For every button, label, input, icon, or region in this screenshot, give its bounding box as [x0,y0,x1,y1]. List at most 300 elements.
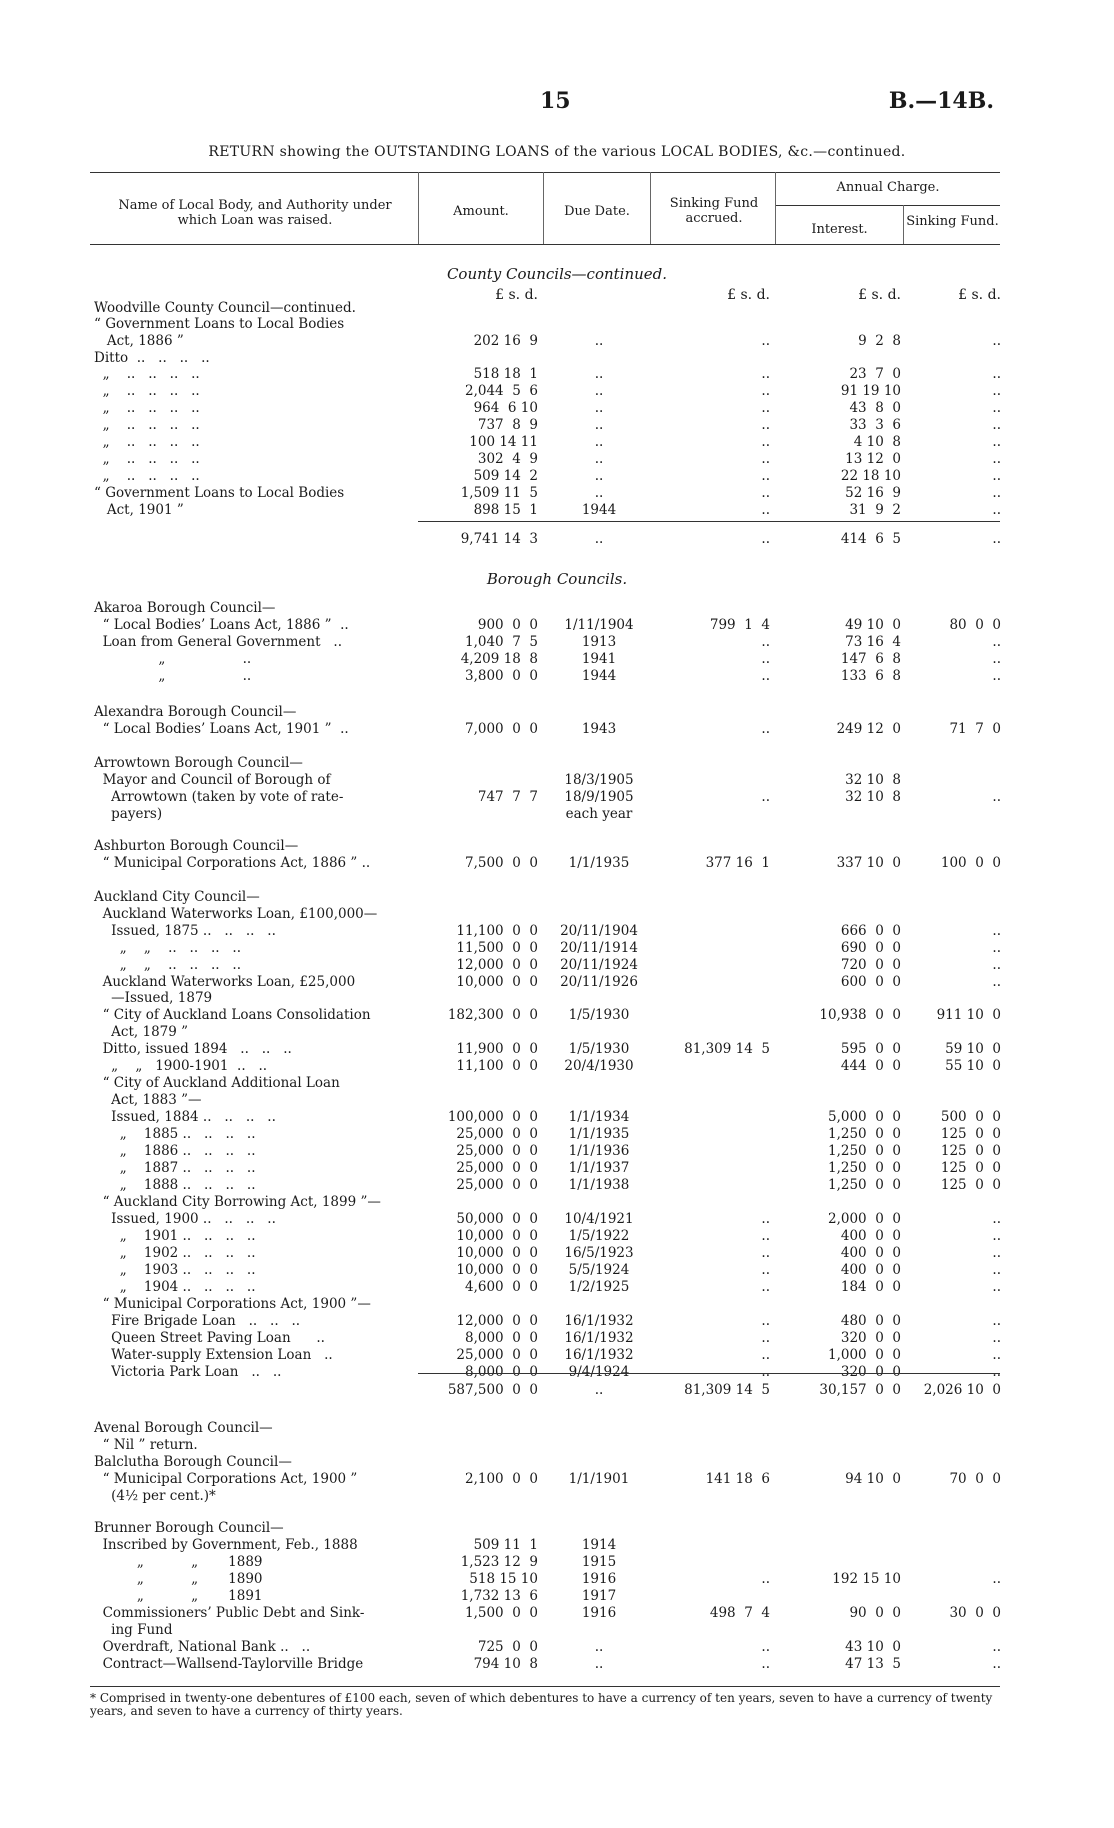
row-amount: 4,209 18 8 [460,651,538,667]
row-sinking-accrued: 81,309 14 5 [684,1041,770,1057]
row-amount: 509 14 2 [473,468,538,484]
footnote: * Comprised in twenty-one debentures of £100 each, seven of which debentures to have a currency of ten years, seven to have a currency of twenty years, and seven to have a currency of thirty years. [90,1691,993,1718]
row-amount: 3,800 0 0 [465,668,538,684]
row-due-date: .. [594,1382,604,1398]
row-sinking-accrued: .. [761,366,770,382]
col-divider-3 [650,172,651,244]
table-row [0,333,1114,350]
row-due-date: 16/1/1932 [564,1330,634,1346]
header-due-date: Due Date. [564,204,630,219]
table-row [0,1296,1114,1313]
row-amount: 7,000 0 0 [465,721,538,737]
table-row [0,634,1114,651]
row-amount: 518 18 1 [473,366,538,382]
table-row [0,468,1114,485]
row-label: “ Municipal Corporations Act, 1900 ” [94,1471,358,1487]
row-due-date: .. [594,366,604,382]
row-sinking-accrued: .. [761,1364,770,1380]
row-sinking-fund: .. [992,957,1001,973]
table-row [0,383,1114,400]
row-label: „ 1885 .. .. .. .. [94,1126,256,1142]
row-sinking-accrued: 377 16 1 [705,855,770,871]
row-amount: 737 8 9 [477,417,538,433]
header-sinking-accrued: Sinking Fund accrued. [669,196,759,226]
row-amount: 747 7 7 [477,789,538,805]
table-bottom-rule [90,1686,1000,1687]
row-due-date: 1/1/1901 [568,1471,630,1487]
row-sinking-accrued: .. [761,1211,770,1227]
row-sinking-fund: .. [992,417,1001,433]
row-sinking-fund: .. [992,366,1001,382]
row-amount: 12,000 0 0 [456,1313,538,1329]
row-interest: 400 0 0 [840,1228,901,1244]
row-sinking-fund: 30 0 0 [949,1605,1001,1621]
row-interest: 90 0 0 [849,1605,901,1621]
row-label: “ Auckland City Borrowing Act, 1899 ”— [94,1194,381,1210]
row-interest: 320 0 0 [840,1330,901,1346]
row-label: payers) [94,806,163,822]
header-name: Name of Local Body, and Authority under which Loan was raised. [118,198,392,228]
row-sinking-fund: .. [992,1245,1001,1261]
row-due-date: 1914 [581,1537,617,1553]
row-amount: 9,741 14 3 [460,531,538,547]
row-label: „ „ .. .. .. .. [94,957,242,973]
header-bottom-rule [90,244,1000,245]
row-label: Issued, 1884 .. .. .. .. [94,1109,276,1125]
row-due-date: .. [594,451,604,467]
row-label: „ 1887 .. .. .. .. [94,1160,256,1176]
table-row [0,600,1114,617]
row-sinking-fund: .. [992,1571,1001,1587]
row-interest: 400 0 0 [840,1245,901,1261]
row-label: Arrowtown (taken by vote of rate- [94,789,344,805]
row-label: „ .. .. .. .. [94,383,200,399]
row-sinking-fund: .. [992,1279,1001,1295]
row-due-date: 1/1/1935 [568,1126,630,1142]
total-rule-auckland [418,1373,1000,1374]
row-interest: 666 0 0 [840,923,901,939]
row-due-date: 16/1/1932 [564,1347,634,1363]
table-row [0,316,1114,333]
table-row [0,651,1114,668]
header-amount: Amount. [453,204,509,219]
row-sinking-fund: 125 0 0 [940,1143,1001,1159]
row-sinking-fund: .. [992,1347,1001,1363]
table-row [0,940,1114,957]
table-row [0,1109,1114,1126]
table-row [0,1194,1114,1211]
annual-charge-rule [775,205,1000,206]
row-sinking-fund: 125 0 0 [940,1177,1001,1193]
row-amount: 11,900 0 0 [456,1041,538,1057]
currency-sink: £ s. d. [727,287,770,303]
row-sinking-fund: 70 0 0 [949,1471,1001,1487]
row-interest: 10,938 0 0 [819,1007,901,1023]
row-due-date: 1913 [581,634,617,650]
row-label: “ Municipal Corporations Act, 1886 ” .. [94,855,371,871]
row-sinking-accrued: .. [761,1656,770,1672]
row-due-date: 1/11/1904 [564,617,634,633]
row-interest: 13 12 0 [845,451,901,467]
row-label: Act, 1901 ” [94,502,184,518]
table-row [0,889,1114,906]
row-interest: 147 6 8 [840,651,901,667]
col-divider-5 [903,205,904,244]
row-sinking-accrued: .. [761,1228,770,1244]
row-amount: 725 0 0 [477,1639,538,1655]
table-row [0,1313,1114,1330]
row-due-date: 1/1/1937 [568,1160,630,1176]
row-sinking-accrued: .. [761,434,770,450]
row-label: „ 1903 .. .. .. .. [94,1262,256,1278]
row-amount: 10,000 0 0 [456,1245,538,1261]
table-row [0,1588,1114,1605]
row-sinking-fund: .. [992,940,1001,956]
row-sinking-fund: .. [992,1262,1001,1278]
row-amount: 10,000 0 0 [456,1228,538,1244]
row-interest: 1,250 0 0 [828,1126,901,1142]
table-row [0,906,1114,923]
row-amount: 302 4 9 [477,451,538,467]
row-sinking-accrued: .. [761,417,770,433]
row-due-date: 20/11/1904 [560,923,638,939]
row-interest: 4 10 8 [853,434,901,450]
table-row [0,451,1114,468]
row-amount: 11,500 0 0 [456,940,538,956]
row-sinking-fund: .. [992,1656,1001,1672]
row-due-date: 1/5/1922 [568,1228,630,1244]
row-label: “ City of Auckland Loans Consolidation [94,1007,371,1023]
row-sinking-fund: .. [992,531,1001,547]
col-divider-2 [543,172,544,244]
row-label: Act, 1886 ” [94,333,184,349]
row-sinking-fund: 911 10 0 [936,1007,1001,1023]
row-due-date: .. [594,531,604,547]
row-label: „ „ 1891 [94,1588,263,1604]
table-row [0,923,1114,940]
row-sinking-accrued: 141 18 6 [705,1471,770,1487]
row-amount: 1,040 7 5 [465,634,538,650]
header-sinking-fund: Sinking Fund. [906,214,999,229]
table-row [0,502,1114,519]
row-sinking-fund: .. [992,634,1001,650]
row-interest: 414 6 5 [840,531,901,547]
row-amount: 25,000 0 0 [456,1160,538,1176]
table-row [0,617,1114,634]
row-amount: 25,000 0 0 [456,1126,538,1142]
table-row [0,1622,1114,1639]
row-amount: 100 14 11 [469,434,538,450]
row-sinking-fund: .. [992,468,1001,484]
row-label: Mayor and Council of Borough of [94,772,331,788]
row-due-date: .. [594,333,604,349]
row-label: „ „ 1900-1901 .. .. [94,1058,268,1074]
row-label: „ .. .. .. .. [94,417,200,433]
row-label: “ Government Loans to Local Bodies [94,485,345,501]
row-label: Alexandra Borough Council— [94,704,297,720]
row-sinking-fund: .. [992,789,1001,805]
row-due-date: 10/4/1921 [564,1211,634,1227]
row-due-date: .. [594,468,604,484]
row-sinking-fund: 125 0 0 [940,1160,1001,1176]
row-interest: 52 16 9 [845,485,901,501]
page-reference: B.—14B. [888,88,994,114]
row-interest: 32 10 8 [845,789,901,805]
row-due-date: 9/4/1924 [568,1364,630,1380]
row-sinking-accrued: .. [761,333,770,349]
row-due-date: 1944 [581,668,617,684]
row-sinking-accrued: 799 1 4 [709,617,770,633]
row-sinking-fund: .. [992,400,1001,416]
row-amount: 2,044 5 6 [465,383,538,399]
row-due-date: .. [594,417,604,433]
row-due-date: 20/11/1926 [560,974,638,990]
row-sinking-accrued: .. [761,400,770,416]
row-amount: 1,500 0 0 [465,1605,538,1621]
row-amount: 794 10 8 [473,1656,538,1672]
row-interest: 32 10 8 [845,772,901,788]
row-amount: 8,000 0 0 [465,1364,538,1380]
row-interest: 600 0 0 [840,974,901,990]
row-sinking-fund: .. [992,1639,1001,1655]
row-due-date: 1/1/1935 [568,855,630,871]
table-row [0,350,1114,367]
row-label: Act, 1883 ”— [94,1092,202,1108]
row-due-date: 20/11/1924 [560,957,638,973]
row-label: Akaroa Borough Council— [94,600,276,616]
row-sinking-accrued: .. [761,1313,770,1329]
row-sinking-fund: .. [992,1228,1001,1244]
table-row [0,417,1114,434]
table-row [0,1007,1114,1024]
row-interest: 1,250 0 0 [828,1143,901,1159]
row-label: „ „ 1890 [94,1571,263,1587]
document-title: RETURN showing the OUTSTANDING LOANS of the various LOCAL BODIES, &c.—continued. [208,144,906,160]
table-row [0,1656,1114,1673]
row-label: “ Nil ” return. [94,1437,198,1453]
table-row [0,789,1114,806]
row-interest: 1,250 0 0 [828,1160,901,1176]
row-interest: 5,000 0 0 [828,1109,901,1125]
row-label: Auckland City Council— [94,889,260,905]
row-label: „ 1902 .. .. .. .. [94,1245,256,1261]
table-row [0,434,1114,451]
row-due-date: .. [594,1656,604,1672]
row-interest: 33 3 6 [849,417,901,433]
table-row [0,1330,1114,1347]
row-amount: 509 11 1 [473,1537,538,1553]
row-sinking-accrued: 498 7 4 [709,1605,770,1621]
table-row [0,1347,1114,1364]
row-sinking-accrued: .. [761,468,770,484]
row-amount: 11,100 0 0 [456,1058,538,1074]
row-due-date: 1/1/1934 [568,1109,630,1125]
row-interest: 337 10 0 [836,855,901,871]
row-label: „ „ 1889 [94,1554,263,1570]
row-amount: 202 16 9 [473,333,538,349]
row-interest: 43 8 0 [849,400,901,416]
row-label: Overdraft, National Bank .. .. [94,1639,311,1655]
row-sinking-fund: .. [992,1313,1001,1329]
row-due-date: 1/1/1936 [568,1143,630,1159]
row-interest: 1,250 0 0 [828,1177,901,1193]
row-due-date: 1917 [581,1588,617,1604]
table-row [0,1160,1114,1177]
table-row [0,1639,1114,1656]
row-sinking-fund: 55 10 0 [945,1058,1001,1074]
table-row [0,957,1114,974]
table-row [0,1454,1114,1471]
table-row [0,838,1114,855]
row-sinking-fund: .. [992,1330,1001,1346]
row-label: ing Fund [94,1622,173,1638]
row-sinking-fund: 100 0 0 [940,855,1001,871]
table-row [0,1420,1114,1437]
row-sinking-fund: .. [992,383,1001,399]
row-label: Arrowtown Borough Council— [94,755,303,771]
row-label: „ .. .. .. .. [94,468,200,484]
page-number: 15 [540,88,571,114]
row-interest: 43 10 0 [845,1639,901,1655]
header-annual-charge: Annual Charge. [836,180,940,195]
table-row [0,1437,1114,1454]
row-interest: 192 15 10 [832,1571,901,1587]
row-amount: 8,000 0 0 [465,1330,538,1346]
col-divider-4 [775,172,776,244]
table-row [0,1471,1114,1488]
table-row [0,1382,1114,1399]
row-interest: 184 0 0 [840,1279,901,1295]
row-label: “ City of Auckland Additional Loan [94,1075,340,1091]
row-amount: 898 15 1 [473,502,538,518]
row-amount: 182,300 0 0 [447,1007,538,1023]
row-label: —Issued, 1879 [94,990,213,1006]
row-sinking-accrued: .. [761,1347,770,1363]
row-sinking-accrued: .. [761,502,770,518]
table-row [0,300,1114,317]
table-row [0,485,1114,502]
table-row [0,1571,1114,1588]
row-sinking-fund: .. [992,668,1001,684]
table-row [0,1024,1114,1041]
row-label: “ Local Bodies’ Loans Act, 1901 ” .. [94,721,349,737]
row-label: „ .. .. .. .. [94,366,200,382]
table-row [0,1075,1114,1092]
row-label: Issued, 1875 .. .. .. .. [94,923,276,939]
table-row [0,1092,1114,1109]
row-sinking-fund: .. [992,1364,1001,1380]
row-sinking-accrued: .. [761,1639,770,1655]
row-interest: 49 10 0 [845,617,901,633]
table-row [0,806,1114,823]
row-due-date: 16/1/1932 [564,1313,634,1329]
row-due-date: 18/3/1905 [564,772,634,788]
row-label: Contract—Wallsend-Taylorville Bridge [94,1656,364,1672]
table-row [0,668,1114,685]
row-sinking-fund: .. [992,485,1001,501]
table-row [0,1520,1114,1537]
row-amount: 12,000 0 0 [456,957,538,973]
row-amount: 50,000 0 0 [456,1211,538,1227]
section-borough-councils: Borough Councils. [486,570,628,588]
row-sinking-accrued: .. [761,789,770,805]
row-sinking-fund: .. [992,974,1001,990]
table-row [0,1211,1114,1228]
row-sinking-accrued: .. [761,1330,770,1346]
row-label: „ .. .. .. .. [94,434,200,450]
table-row [0,366,1114,383]
row-due-date: 20/11/1914 [560,940,638,956]
row-label: “ Local Bodies’ Loans Act, 1886 ” .. [94,617,349,633]
row-label: Victoria Park Loan .. .. [94,1364,282,1380]
row-due-date: each year [565,806,633,822]
row-interest: 22 18 10 [840,468,901,484]
row-label: „ 1886 .. .. .. .. [94,1143,256,1159]
row-label: “ Municipal Corporations Act, 1900 ”— [94,1296,371,1312]
row-interest: 133 6 8 [840,668,901,684]
row-amount: 518 15 10 [469,1571,538,1587]
row-interest: 1,000 0 0 [828,1347,901,1363]
row-amount: 10,000 0 0 [456,1262,538,1278]
row-interest: 91 19 10 [840,383,901,399]
table-row [0,1537,1114,1554]
table-row [0,1143,1114,1160]
table-row [0,1554,1114,1571]
row-label: Loan from General Government .. [94,634,342,650]
row-sinking-accrued: .. [761,1571,770,1587]
row-amount: 1,732 13 6 [460,1588,538,1604]
row-label: Balclutha Borough Council— [94,1454,292,1470]
row-sinking-accrued: 81,309 14 5 [684,1382,770,1398]
row-label: „ .. [94,651,252,667]
row-label: „ .. [94,668,252,684]
row-sinking-fund: 500 0 0 [940,1109,1001,1125]
row-label: Brunner Borough Council— [94,1520,284,1536]
row-due-date: .. [594,434,604,450]
row-label: „ 1904 .. .. .. .. [94,1279,256,1295]
table-row [0,1126,1114,1143]
row-due-date: 1/1/1938 [568,1177,630,1193]
row-amount: 587,500 0 0 [447,1382,538,1398]
row-sinking-fund: .. [992,451,1001,467]
row-sinking-fund: 125 0 0 [940,1126,1001,1142]
row-label: Avenal Borough Council— [94,1420,273,1436]
row-due-date: 16/5/1923 [564,1245,634,1261]
row-label: Ashburton Borough Council— [94,838,299,854]
row-amount: 11,100 0 0 [456,923,538,939]
row-sinking-accrued: .. [761,1262,770,1278]
row-interest: 9 2 8 [858,333,901,349]
row-due-date: 1944 [581,502,617,518]
table-row [0,704,1114,721]
row-interest: 320 0 0 [840,1364,901,1380]
row-due-date: .. [594,1639,604,1655]
row-due-date: 1916 [581,1605,617,1621]
row-label: Issued, 1900 .. .. .. .. [94,1211,276,1227]
row-label: Commissioners’ Public Debt and Sink- [94,1605,365,1621]
table-row [0,990,1114,1007]
table-row [0,1279,1114,1296]
row-label: „ .. .. .. .. [94,400,200,416]
row-label: Ditto, issued 1894 .. .. .. [94,1041,292,1057]
row-sinking-fund: .. [992,434,1001,450]
row-due-date: 1/2/1925 [568,1279,630,1295]
row-label: Woodville County Council—continued. [94,300,356,316]
header-top-rule [90,172,1000,173]
row-sinking-accrued: .. [761,721,770,737]
row-amount: 1,509 11 5 [460,485,538,501]
row-label: Queen Street Paving Loan .. [94,1330,325,1346]
